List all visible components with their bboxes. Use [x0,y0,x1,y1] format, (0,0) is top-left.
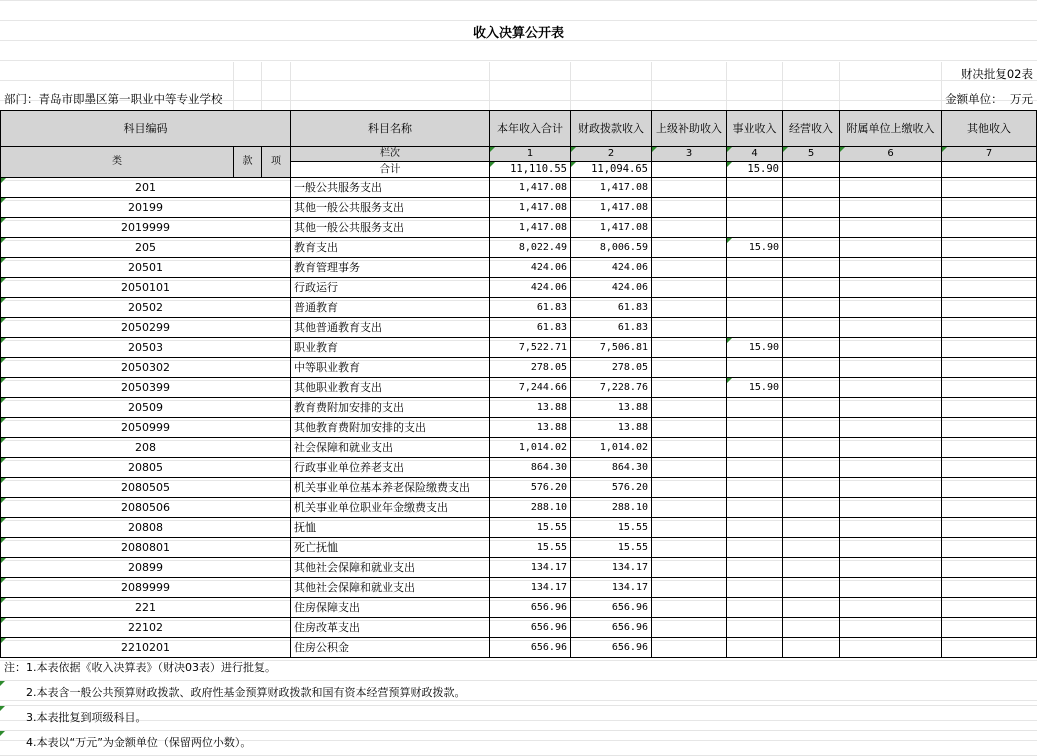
page-title: 收入决算公开表 [472,25,564,41]
row-affiliate[interactable] [840,618,942,638]
header-xiang: 项 [262,147,291,178]
row-name[interactable]: 其他普通教育支出 [291,318,490,338]
row-other[interactable] [942,578,1037,598]
row-operation[interactable] [783,178,840,198]
row-fiscal[interactable]: 8,006.59 [571,238,652,258]
row-code[interactable]: 2080801 [1,538,291,558]
row-fiscal[interactable]: 656.96 [571,618,652,638]
row-business[interactable] [727,458,783,478]
row-business[interactable] [727,258,783,278]
row-business[interactable] [727,218,783,238]
row-affiliate[interactable] [840,298,942,318]
row-business[interactable] [727,318,783,338]
gridline [489,62,490,110]
row-total[interactable]: 656.96 [490,618,571,638]
header-kuan: 款 [234,147,262,178]
row-business[interactable] [727,558,783,578]
row-operation[interactable] [783,198,840,218]
row-affiliate[interactable] [840,458,942,478]
row-name[interactable]: 其他社会保障和就业支出 [291,578,490,598]
row-affiliate[interactable] [840,598,942,618]
row-other[interactable] [942,618,1037,638]
row-fiscal[interactable]: 576.20 [571,478,652,498]
row-business[interactable] [727,618,783,638]
header-name: 科目名称 [291,111,490,147]
row-other[interactable] [942,478,1037,498]
row-business[interactable] [727,298,783,318]
gridline [261,62,262,110]
row-name[interactable]: 机关事业单位职业年金缴费支出 [291,498,490,518]
row-other[interactable] [942,538,1037,558]
row-business[interactable] [727,498,783,518]
row-name[interactable]: 行政运行 [291,278,490,298]
row-code[interactable]: 2019999 [1,218,291,238]
row-business[interactable] [727,178,783,198]
row-business[interactable] [727,598,783,618]
row-total[interactable]: 864.30 [490,458,571,478]
row-affiliate[interactable] [840,578,942,598]
row-code[interactable]: 2050101 [1,278,291,298]
row-operation[interactable] [783,558,840,578]
row-name[interactable]: 行政事业单位养老支出 [291,458,490,478]
row-name[interactable]: 一般公共服务支出 [291,178,490,198]
row-code[interactable]: 20503 [1,338,291,358]
row-affiliate[interactable] [840,258,942,278]
row-superior[interactable] [652,178,727,198]
row-operation[interactable] [783,358,840,378]
row-other[interactable] [942,258,1037,278]
row-other[interactable] [942,438,1037,458]
row-fiscal[interactable]: 424.06 [571,278,652,298]
row-name[interactable]: 住房改革支出 [291,618,490,638]
row-fiscal[interactable]: 656.96 [571,598,652,618]
row-code[interactable]: 20805 [1,458,291,478]
row-business[interactable] [727,538,783,558]
gridline [290,62,291,110]
header-fiscal: 财政拨款收入 [571,111,652,147]
row-name[interactable]: 抚恤 [291,518,490,538]
row-name[interactable]: 机关事业单位基本养老保险缴费支出 [291,478,490,498]
row-operation[interactable] [783,278,840,298]
row-total[interactable]: 656.96 [490,638,571,658]
table-row [1,538,1037,558]
row-operation[interactable] [783,638,840,658]
row-code[interactable]: 208 [1,438,291,458]
row-superior[interactable] [652,418,727,438]
row-total[interactable]: 15.55 [490,518,571,538]
row-other[interactable] [942,378,1037,398]
row-operation[interactable] [783,318,840,338]
row-fiscal[interactable]: 7,506.81 [571,338,652,358]
row-other[interactable] [942,418,1037,438]
row-operation[interactable] [783,378,840,398]
row-affiliate[interactable] [840,418,942,438]
row-code[interactable]: 22102 [1,618,291,638]
row-code[interactable]: 2080505 [1,478,291,498]
table-row [1,638,1037,658]
row-superior[interactable] [652,398,727,418]
row-fiscal[interactable]: 134.17 [571,578,652,598]
row-superior[interactable] [652,518,727,538]
total-business[interactable]: 15.90 [727,162,783,178]
row-code[interactable]: 20899 [1,558,291,578]
row-affiliate[interactable] [840,558,942,578]
row-name[interactable]: 中等职业教育 [291,358,490,378]
header-superior: 上级补助收入 [652,111,727,147]
total-fiscal[interactable]: 11,094.65 [571,162,652,178]
row-other[interactable] [942,498,1037,518]
table-row [1,558,1037,578]
row-name[interactable]: 教育费附加安排的支出 [291,398,490,418]
row-name[interactable]: 住房公积金 [291,638,490,658]
row-operation[interactable] [783,238,840,258]
row-affiliate[interactable] [840,498,942,518]
row-fiscal[interactable]: 656.96 [571,638,652,658]
row-code[interactable]: 2089999 [1,578,291,598]
row-code[interactable]: 20808 [1,518,291,538]
row-other[interactable] [942,318,1037,338]
row-fiscal[interactable]: 134.17 [571,558,652,578]
row-fiscal[interactable]: 15.55 [571,538,652,558]
row-affiliate[interactable] [840,638,942,658]
col-num-6: 6 [840,147,942,162]
gridline [651,62,652,110]
row-name[interactable]: 其他一般公共服务支出 [291,198,490,218]
row-affiliate[interactable] [840,338,942,358]
row-business[interactable]: 15.90 [727,238,783,258]
row-superior[interactable] [652,378,727,398]
row-superior[interactable] [652,578,727,598]
subheader-row [1,147,1037,162]
header-row [1,111,1037,147]
row-total[interactable]: 1,417.08 [490,218,571,238]
total-affiliate[interactable] [840,162,942,178]
row-operation[interactable] [783,418,840,438]
row-superior[interactable] [652,618,727,638]
col-num-1: 1 [490,147,571,162]
gridline [782,62,783,110]
table-row [1,238,1037,258]
row-code[interactable]: 2050302 [1,358,291,378]
row-affiliate[interactable] [840,398,942,418]
row-other[interactable] [942,458,1037,478]
row-name[interactable]: 社会保障和就业支出 [291,438,490,458]
row-business[interactable] [727,418,783,438]
row-fiscal[interactable]: 424.06 [571,258,652,278]
row-operation[interactable] [783,518,840,538]
gridline [839,62,840,110]
gridline [233,62,234,110]
table-row [1,398,1037,418]
row-superior[interactable] [652,598,727,618]
header-lei: 类 [1,147,234,178]
note-2: 2.本表含一般公共预算财政拨款、政府性基金预算财政拨款和国有资本经营预算财政拨款。 [0,681,1037,706]
row-name[interactable]: 教育支出 [291,238,490,258]
row-name[interactable]: 其他一般公共服务支出 [291,218,490,238]
row-name[interactable]: 死亡抚恤 [291,538,490,558]
table-row [1,378,1037,398]
row-other[interactable] [942,638,1037,658]
row-other[interactable] [942,518,1037,538]
row-operation[interactable] [783,578,840,598]
row-fiscal[interactable]: 288.10 [571,498,652,518]
row-business[interactable]: 15.90 [727,378,783,398]
row-name[interactable]: 教育管理事务 [291,258,490,278]
row-business[interactable]: 15.90 [727,338,783,358]
row-code[interactable]: 2050399 [1,378,291,398]
row-affiliate[interactable] [840,438,942,458]
row-business[interactable] [727,398,783,418]
header-affiliate: 附属单位上缴收入 [840,111,942,147]
row-code[interactable]: 2080506 [1,498,291,518]
row-fiscal[interactable]: 1,417.08 [571,178,652,198]
col-num-2: 2 [571,147,652,162]
row-superior[interactable] [652,278,727,298]
row-other[interactable] [942,338,1037,358]
row-other[interactable] [942,198,1037,218]
row-total[interactable]: 288.10 [490,498,571,518]
unit-label: 金额单位： [945,92,1003,106]
row-superior[interactable] [652,338,727,358]
row-affiliate[interactable] [840,538,942,558]
table-row [1,178,1037,198]
header-other: 其他收入 [942,111,1037,147]
row-total[interactable]: 13.88 [490,398,571,418]
total-operation[interactable] [783,162,840,178]
col-num-4: 4 [727,147,783,162]
row-name[interactable]: 住房保障支出 [291,598,490,618]
table-row [1,498,1037,518]
row-business[interactable] [727,358,783,378]
table-row [1,358,1037,378]
row-total[interactable]: 1,014.02 [490,438,571,458]
row-superior[interactable] [652,238,727,258]
row-fiscal[interactable]: 1,417.08 [571,198,652,218]
row-total[interactable]: 61.83 [490,298,571,318]
gridline [726,62,727,110]
note-1: 注：1.本表依据《收入决算表》（财决03表）进行批复。 [0,656,1037,681]
row-superior[interactable] [652,318,727,338]
row-business[interactable] [727,198,783,218]
row-business[interactable] [727,638,783,658]
table-row [1,598,1037,618]
row-superior[interactable] [652,298,727,318]
row-other[interactable] [942,598,1037,618]
income-table [0,110,1037,658]
row-fiscal[interactable]: 864.30 [571,458,652,478]
unit-line [945,91,1033,107]
row-operation[interactable] [783,338,840,358]
row-fiscal[interactable]: 1,014.02 [571,438,652,458]
department-line [4,91,223,107]
department-label: 部门： [4,92,39,106]
total-superior[interactable] [652,162,727,178]
row-other[interactable] [942,558,1037,578]
row-superior[interactable] [652,198,727,218]
row-operation[interactable] [783,438,840,458]
table-row [1,518,1037,538]
total-other[interactable] [942,162,1037,178]
note-3: 3.本表批复到项级科目。 [0,706,1037,731]
row-affiliate[interactable] [840,278,942,298]
row-superior[interactable] [652,498,727,518]
row-name[interactable]: 其他社会保障和就业支出 [291,558,490,578]
row-superior[interactable] [652,538,727,558]
row-fiscal[interactable]: 61.83 [571,318,652,338]
row-affiliate[interactable] [840,218,942,238]
total-label: 合计 [291,162,490,178]
row-name[interactable]: 普通教育 [291,298,490,318]
row-superior[interactable] [652,218,727,238]
row-total[interactable]: 656.96 [490,598,571,618]
row-other[interactable] [942,278,1037,298]
col-num-5: 5 [783,147,840,162]
row-operation[interactable] [783,598,840,618]
row-affiliate[interactable] [840,178,942,198]
row-affiliate[interactable] [840,198,942,218]
row-operation[interactable] [783,258,840,278]
row-name[interactable]: 其他职业教育支出 [291,378,490,398]
row-business[interactable] [727,518,783,538]
table-row [1,338,1037,358]
row-operation[interactable] [783,458,840,478]
row-business[interactable] [727,578,783,598]
row-operation[interactable] [783,478,840,498]
gridline [570,62,571,110]
table-row [1,298,1037,318]
row-total[interactable]: 134.17 [490,578,571,598]
col-num-7: 7 [942,147,1037,162]
unit-value: 万元 [1010,92,1033,106]
row-operation[interactable] [783,538,840,558]
row-affiliate[interactable] [840,518,942,538]
table-row [1,218,1037,238]
row-code[interactable]: 2050999 [1,418,291,438]
row-total[interactable]: 424.06 [490,258,571,278]
row-total[interactable]: 15.55 [490,538,571,558]
row-business[interactable] [727,278,783,298]
row-superior[interactable] [652,258,727,278]
table-row [1,618,1037,638]
row-affiliate[interactable] [840,318,942,338]
row-total[interactable]: 424.06 [490,278,571,298]
note-4: 4.本表以“万元”为金额单位（保留两位小数）。 [0,731,1037,756]
table-row [1,258,1037,278]
row-name[interactable]: 职业教育 [291,338,490,358]
row-fiscal[interactable]: 61.83 [571,298,652,318]
row-code[interactable]: 20501 [1,258,291,278]
total-amount[interactable]: 11,110.55 [490,162,571,178]
row-fiscal[interactable]: 1,417.08 [571,218,652,238]
row-total[interactable]: 1,417.08 [490,178,571,198]
row-total[interactable]: 7,522.71 [490,338,571,358]
header-operation: 经营收入 [783,111,840,147]
row-code[interactable]: 20502 [1,298,291,318]
row-operation[interactable] [783,298,840,318]
row-superior[interactable] [652,478,727,498]
row-fiscal[interactable]: 13.88 [571,418,652,438]
row-total[interactable]: 13.88 [490,418,571,438]
row-business[interactable] [727,438,783,458]
row-operation[interactable] [783,398,840,418]
notes [0,656,1037,756]
row-total[interactable]: 134.17 [490,558,571,578]
row-operation[interactable] [783,218,840,238]
row-code[interactable]: 2050299 [1,318,291,338]
header-column-no: 栏次 [291,147,490,162]
row-fiscal[interactable]: 7,228.76 [571,378,652,398]
department-name: 青岛市即墨区第一职业中等专业学校 [38,92,223,106]
table-row [1,198,1037,218]
row-fiscal[interactable]: 15.55 [571,518,652,538]
col-num-3: 3 [652,147,727,162]
header-business: 事业收入 [727,111,783,147]
header-total: 本年收入合计 [490,111,571,147]
row-superior[interactable] [652,358,727,378]
table-row [1,278,1037,298]
table-row [1,318,1037,338]
table-row [1,478,1037,498]
header-code: 科目编码 [1,111,291,147]
row-fiscal[interactable]: 278.05 [571,358,652,378]
row-code[interactable]: 2210201 [1,638,291,658]
row-affiliate[interactable] [840,378,942,398]
row-fiscal[interactable]: 13.88 [571,398,652,418]
row-superior[interactable] [652,638,727,658]
table-row [1,578,1037,598]
row-name[interactable]: 其他教育费附加安排的支出 [291,418,490,438]
table-row [1,438,1037,458]
row-total[interactable]: 7,244.66 [490,378,571,398]
row-other[interactable] [942,178,1037,198]
table-row [1,458,1037,478]
row-total[interactable]: 576.20 [490,478,571,498]
table-row [1,418,1037,438]
row-code[interactable]: 201 [1,178,291,198]
row-affiliate[interactable] [840,478,942,498]
row-superior[interactable] [652,558,727,578]
row-code[interactable]: 205 [1,238,291,258]
row-superior[interactable] [652,438,727,458]
row-operation[interactable] [783,498,840,518]
row-affiliate[interactable] [840,238,942,258]
row-superior[interactable] [652,458,727,478]
row-total[interactable]: 278.05 [490,358,571,378]
row-other[interactable] [942,218,1037,238]
gridline [941,62,942,110]
row-total[interactable]: 1,417.08 [490,198,571,218]
row-affiliate[interactable] [840,358,942,378]
row-code[interactable]: 20199 [1,198,291,218]
row-operation[interactable] [783,618,840,638]
row-other[interactable] [942,358,1037,378]
form-code: 财决批复02表 [960,67,1033,81]
row-other[interactable] [942,298,1037,318]
row-code[interactable]: 20509 [1,398,291,418]
row-other[interactable] [942,238,1037,258]
row-code[interactable]: 221 [1,598,291,618]
row-total[interactable]: 61.83 [490,318,571,338]
row-other[interactable] [942,398,1037,418]
row-business[interactable] [727,478,783,498]
row-total[interactable]: 8,022.49 [490,238,571,258]
